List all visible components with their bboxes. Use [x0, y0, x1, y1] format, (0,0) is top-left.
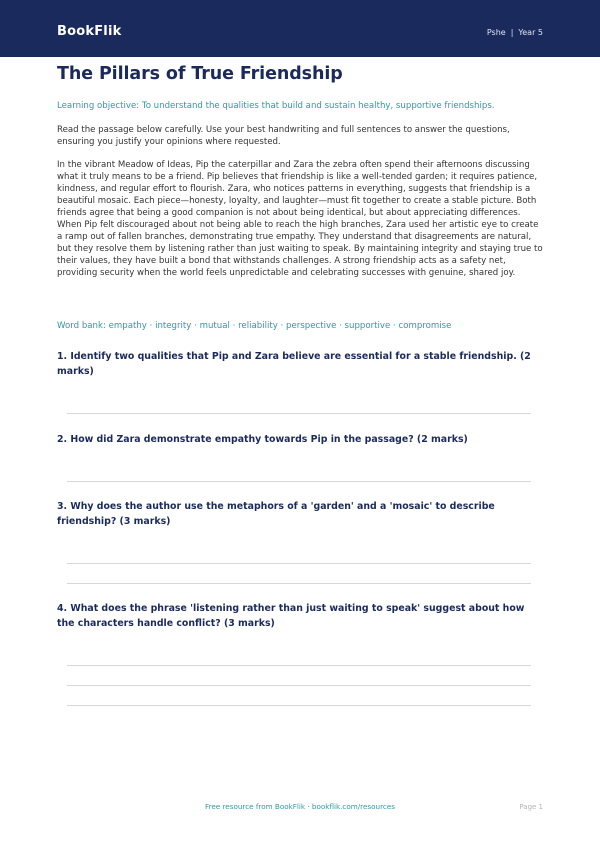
- answer-line[interactable]: [67, 481, 531, 482]
- question-4: 4. What does the phrase 'listening rather than just waiting to speak' suggest about how the characters handle conflict? (3 marks): [57, 602, 543, 631]
- question-3: 3. Why does the author use the metaphors of a 'garden' and a 'mosaic' to describe friendship? (3 marks): [57, 500, 543, 529]
- answer-line[interactable]: [67, 413, 531, 414]
- reading-passage: In the vibrant Meadow of Ideas, Pip the caterpillar and Zara the zebra often spend their afternoons discussing what it truly means to be a friend. Pip believes that friendship is like a well-tended garden; it requires patience, kindness, and regular effort to flourish. Zara, who notices patterns in everything, suggests that friendship is a beautiful mosaic. Each piece—honesty, loyalty, and laughter—must fit together to create a stable picture. Both friends agree that being a good companion is not about being identical, but about appreciating differences. When Pip felt discouraged about not being able to reach the high branches, Zara used her artistic eye to create a ramp out of fallen branches, demonstrating true empathy. They understand that disagreements are natural, but they resolve them by listening rather than just waiting to speak. By maintaining integrity and staying true to their values, they have built a bond that withstands challenges. A strong friendship acts as a safety net, providing security when the world feels unpredictable and celebrating successes with genuine, shared joy.: [57, 160, 543, 279]
- page-header: [0, 0, 600, 57]
- footer-resource-link[interactable]: Free resource from BookFlik · bookflik.com/resources: [204, 802, 396, 811]
- answer-line[interactable]: [67, 685, 531, 686]
- answer-line[interactable]: [67, 705, 531, 706]
- page-title: The Pillars of True Friendship: [57, 64, 343, 84]
- page-number: Page 1: [519, 803, 543, 811]
- answer-line[interactable]: [67, 665, 531, 666]
- learning-objective: Learning objective: To understand the qualities that build and sustain healthy, supportive friendships.: [57, 101, 495, 111]
- meta-separator: |: [510, 28, 514, 37]
- subject-label: Pshe: [486, 28, 506, 37]
- word-bank: Word bank: empathy · integrity · mutual · reliability · perspective · supportive · compromise: [57, 321, 452, 331]
- question-1: 1. Identify two qualities that Pip and Zara believe are essential for a stable friendship. (2 marks): [57, 351, 531, 377]
- answer-line[interactable]: [67, 583, 531, 584]
- instructions: Read the passage below carefully. Use your best handwriting and full sentences to answer the questions, ensuring you justify your opinions where requested.: [57, 125, 510, 147]
- answer-line[interactable]: [67, 563, 531, 564]
- header-meta: [487, 28, 543, 37]
- brand-logo-text: BookFlik: [57, 24, 122, 39]
- question-2: 2. How did Zara demonstrate empathy towards Pip in the passage? (2 marks): [57, 433, 543, 448]
- year-label: Year 5: [518, 28, 543, 37]
